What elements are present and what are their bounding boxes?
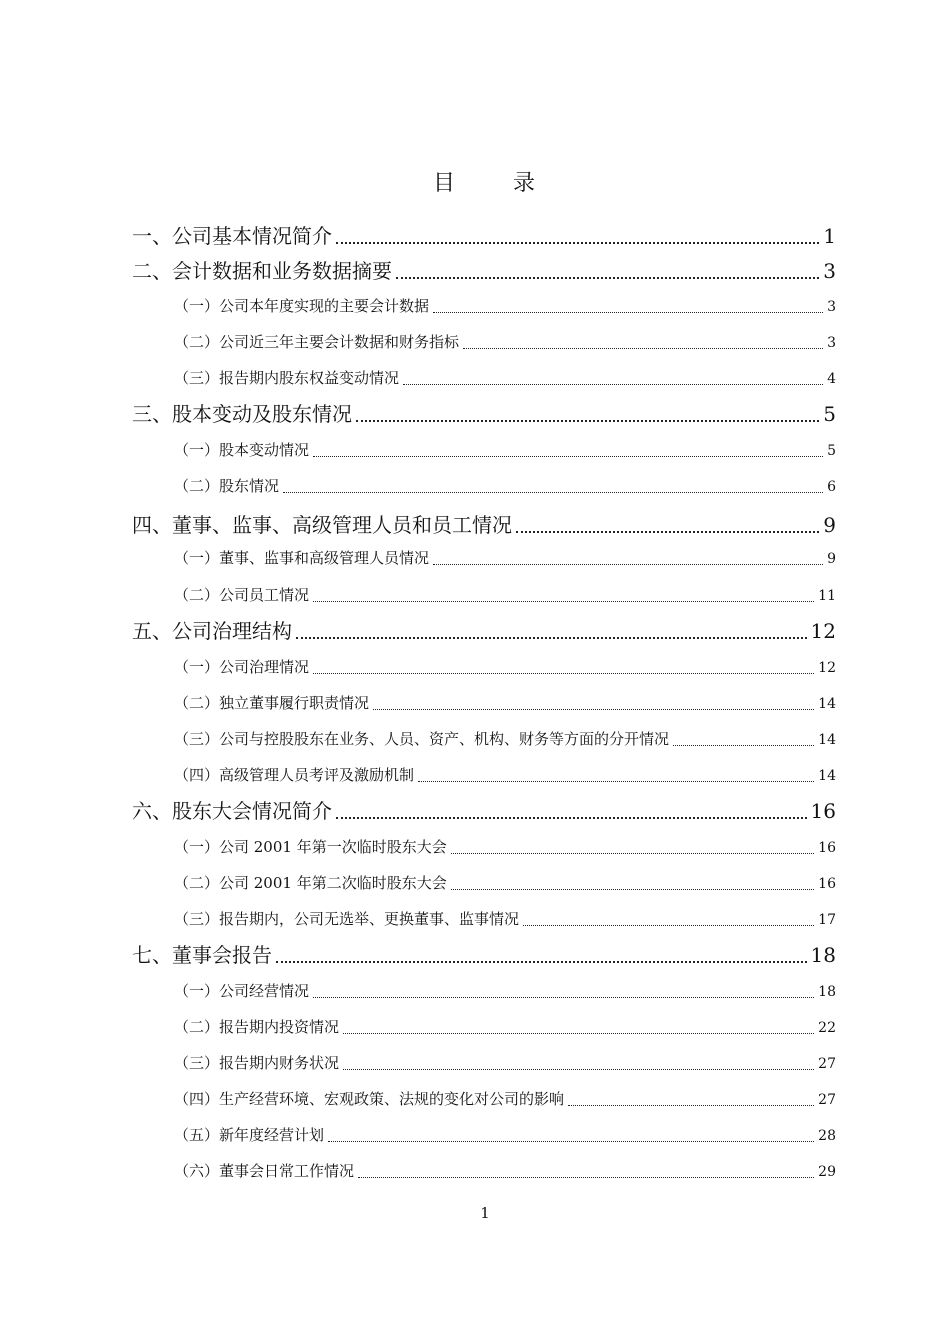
toc-entry-page-number: 3 [827,335,836,351]
toc-section-entry[interactable] [174,1087,836,1111]
toc-section-entry[interactable] [174,294,836,318]
toc-dot-leader [313,979,814,1003]
toc-entry-label: （二）报告期内投资情况 [174,1018,340,1036]
toc-chapter-entry[interactable] [132,511,836,539]
toc-entry-page-number: 29 [818,1164,836,1180]
toc-entry-page-number: 16 [818,840,836,856]
toc-entry-page-number: 3 [827,299,836,315]
toc-dot-leader [343,1015,814,1039]
toc-entry-page-number: 6 [827,479,836,495]
toc-entry-page-number: 1 [823,224,836,248]
toc-entry-label: 七、董事会报告 [132,943,272,967]
toc-dot-leader [343,1051,814,1075]
toc-section-entry[interactable] [174,1123,836,1147]
toc-dot-leader [276,941,807,969]
toc-entry-label: （一）董事、监事和高级管理人员情况 [174,549,430,567]
toc-entry-label: （三）公司与控股股东在业务、人员、资产、机构、财务等方面的分开情况 [174,730,670,748]
toc-section-entry[interactable] [174,1159,836,1183]
toc-dot-leader [433,546,823,570]
toc-entry-page-number: 11 [818,588,836,604]
toc-entry-label: 一、公司基本情况简介 [132,224,332,248]
toc-dot-leader [523,907,814,931]
toc-entry-label: （二）公司 2001 年第二次临时股东大会 [174,874,447,892]
toc-entry-label: 六、股东大会情况简介 [132,799,332,823]
toc-dot-leader [356,400,819,428]
toc-entry-page-number: 28 [818,1128,836,1144]
toc-section-entry[interactable] [174,474,836,498]
toc-entry-label: 二、会计数据和业务数据摘要 [132,259,392,283]
toc-section-entry[interactable] [174,907,836,931]
toc-dot-leader [463,330,823,354]
toc-entry-page-number: 5 [823,402,836,426]
toc-dot-leader [336,222,819,250]
toc-chapter-entry[interactable] [132,797,836,825]
toc-section-entry[interactable] [174,979,836,1003]
toc-section-entry[interactable] [174,1015,836,1039]
toc-dot-leader [451,835,814,859]
toc-dot-leader [313,438,823,462]
toc-title-part1: 目 [432,171,457,196]
toc-dot-leader [396,257,819,285]
toc-entry-page-number: 14 [818,696,836,712]
toc-entry-label: （六）董事会日常工作情况 [174,1162,355,1180]
toc-dot-leader [296,617,807,645]
toc-entry-label: （四）高级管理人员考评及激励机制 [174,766,415,784]
toc-section-entry[interactable] [174,727,836,751]
toc-section-entry[interactable] [174,583,836,607]
toc-dot-leader [403,366,823,390]
toc-section-entry[interactable] [174,366,836,390]
toc-title-part2: 录 [513,171,538,196]
toc-entry-page-number: 9 [823,513,836,537]
toc-entry-page-number: 14 [818,732,836,748]
toc-entry-label: （一）公司本年度实现的主要会计数据 [174,297,430,315]
toc-dot-leader [373,691,814,715]
toc-dot-leader [283,474,823,498]
toc-entry-page-number: 16 [818,876,836,892]
toc-section-entry[interactable] [174,1051,836,1075]
toc-section-entry[interactable] [174,546,836,570]
toc-dot-leader [451,871,814,895]
toc-chapter-entry[interactable] [132,941,836,969]
toc-entry-label: （三）报告期内，公司无选举、更换董事、监事情况 [174,910,520,928]
toc-entry-label: （一）公司 2001 年第一次临时股东大会 [174,838,447,856]
toc-dot-leader [568,1087,814,1111]
toc-entry-label: （四）生产经营环境、宏观政策、法规的变化对公司的影响 [174,1090,565,1108]
toc-chapter-entry[interactable] [132,617,836,645]
toc-entry-label: （一）公司治理情况 [174,658,310,676]
toc-entry-page-number: 14 [818,768,836,784]
footer-page-number: 1 [480,1204,490,1222]
toc-dot-leader [313,655,814,679]
toc-entry-label: （二）公司员工情况 [174,586,310,604]
toc-entry-label: （一）公司经营情况 [174,982,310,1000]
toc-entry-label: （一）股本变动情况 [174,441,310,459]
toc-entry-label: 五、公司治理结构 [132,619,292,643]
toc-entry-label: （二）股东情况 [174,477,280,495]
toc-entry-page-number: 22 [818,1020,836,1036]
toc-dot-leader [418,763,814,787]
toc-entry-label: （二）独立董事履行职责情况 [174,694,370,712]
toc-entry-page-number: 12 [818,660,836,676]
toc-chapter-entry[interactable] [132,222,836,250]
toc-dot-leader [673,727,814,751]
toc-entry-page-number: 18 [818,984,836,1000]
toc-section-entry[interactable] [174,871,836,895]
toc-dot-leader [313,583,814,607]
toc-entry-page-number: 16 [810,799,836,823]
toc-entry-page-number: 17 [818,912,836,928]
toc-entry-page-number: 4 [827,371,836,387]
toc-entry-page-number: 9 [827,551,836,567]
toc-section-entry[interactable] [174,835,836,859]
toc-dot-leader [336,797,807,825]
toc-section-entry[interactable] [174,655,836,679]
toc-dot-leader [433,294,823,318]
toc-section-entry[interactable] [174,330,836,354]
toc-entry-label: （二）公司近三年主要会计数据和财务指标 [174,333,460,351]
toc-entry-label: 四、董事、监事、高级管理人员和员工情况 [132,513,512,537]
toc-section-entry[interactable] [174,438,836,462]
toc-entry-label: 三、股本变动及股东情况 [132,402,352,426]
toc-chapter-entry[interactable] [132,257,836,285]
toc-dot-leader [516,511,819,539]
toc-entry-page-number: 3 [823,259,836,283]
toc-dot-leader [358,1159,814,1183]
toc-chapter-entry[interactable] [132,400,836,428]
toc-entry-label: （三）报告期内股东权益变动情况 [174,369,400,387]
toc-entry-page-number: 27 [818,1092,836,1108]
toc-entry-label: （五）新年度经营计划 [174,1126,325,1144]
toc-entry-page-number: 12 [810,619,836,643]
toc-entry-page-number: 18 [810,943,836,967]
toc-dot-leader [328,1123,814,1147]
toc-section-entry[interactable] [174,763,836,787]
toc-section-entry[interactable] [174,691,836,715]
toc-entry-page-number: 27 [818,1056,836,1072]
toc-entry-label: （三）报告期内财务状况 [174,1054,340,1072]
toc-entry-page-number: 5 [827,443,836,459]
